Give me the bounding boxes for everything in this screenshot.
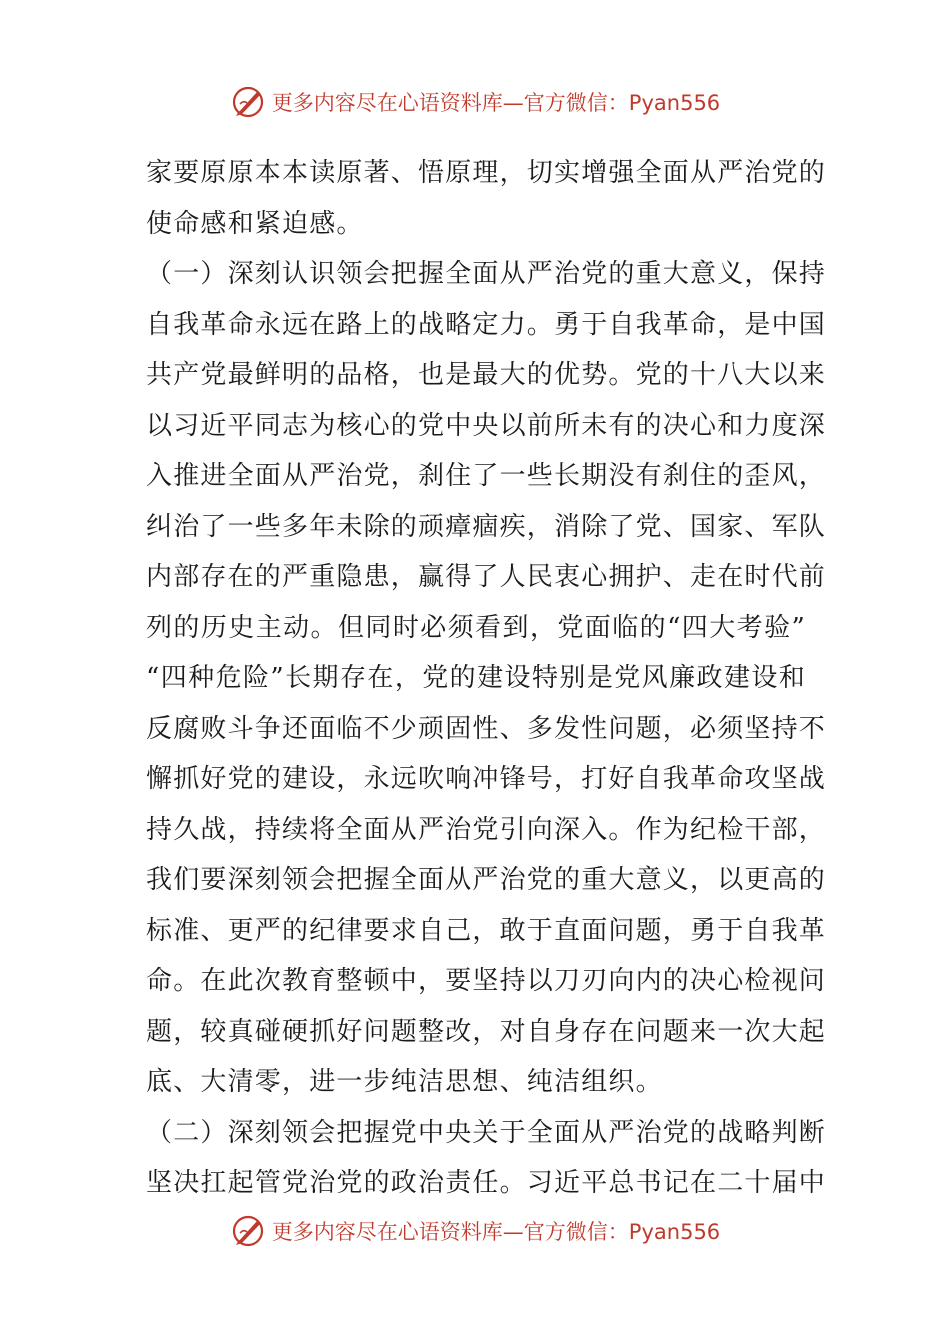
text-line: 共产党最鲜明的品格，也是最大的优势。党的十八大以来 (146, 360, 827, 390)
pen-circle-logo-icon (230, 84, 266, 120)
text-line: 反腐败斗争还面临不少顽固性、多发性问题，必须坚持不 (146, 713, 827, 744)
text-line: 纠治了一些多年未除的顽瘴痼疾，消除了党、国家、军队 (146, 511, 827, 542)
footer-watermark (0, 1209, 950, 1253)
document-body (146, 148, 827, 1209)
text-line: （二）深刻领会把握党中央关于全面从严治党的战略判断 (146, 1117, 827, 1148)
text-line: 题，较真碰硬抓好问题整改，对自身存在问题来一次大起 (146, 1016, 827, 1047)
text-line: 我们要深刻领会把握全面从严治党的重大意义，以更高的 (146, 865, 827, 895)
text-line: 列的历史主动。但同时必须看到，党面临的“四大考验” (146, 612, 806, 643)
watermark-text: 更多内容尽在心语资料库—官方微信：Pyan556 (271, 91, 721, 115)
text-line: （一）深刻认识领会把握全面从严治党的重大意义，保持 (146, 259, 827, 289)
text-line: 内部存在的严重隐患，赢得了人民衷心拥护、走在时代前 (146, 562, 827, 592)
text-line: “四种危险”长期存在，党的建设特别是党风廉政建设和 (146, 663, 806, 693)
text-line: 底、大清零，进一步纯洁思想、纯洁组织。 (146, 1067, 663, 1097)
text-line: 入推进全面从严治党，刹住了一些长期没有刹住的歪风， (146, 461, 827, 491)
header-watermark (0, 80, 950, 124)
text-line: 坚决扛起管党治党的政治责任。习近平总书记在二十届中 (146, 1168, 827, 1198)
watermark-text: 更多内容尽在心语资料库—官方微信：Pyan556 (271, 1220, 721, 1244)
text-line: 自我革命永远在路上的战略定力。勇于自我革命，是中国 (146, 309, 827, 340)
pen-circle-logo-icon (230, 1213, 266, 1249)
text-line: 标准、更严的纪律要求自己，敢于直面问题，勇于自我革 (146, 915, 827, 946)
text-line: 以习近平同志为核心的党中央以前所未有的决心和力度深 (146, 410, 827, 441)
text-line: 使命感和紧迫感。 (146, 208, 364, 239)
text-line: 持久战，持续将全面从严治党引向深入。作为纪检干部， (146, 814, 827, 845)
text-line: 懈抓好党的建设，永远吹响冲锋号，打好自我革命攻坚战 (146, 764, 827, 794)
text-line: 命。在此次教育整顿中，要坚持以刀刃向内的决心检视问 (146, 966, 827, 996)
text-line: 家要原原本本读原著、悟原理，切实增强全面从严治党的 (146, 158, 827, 188)
